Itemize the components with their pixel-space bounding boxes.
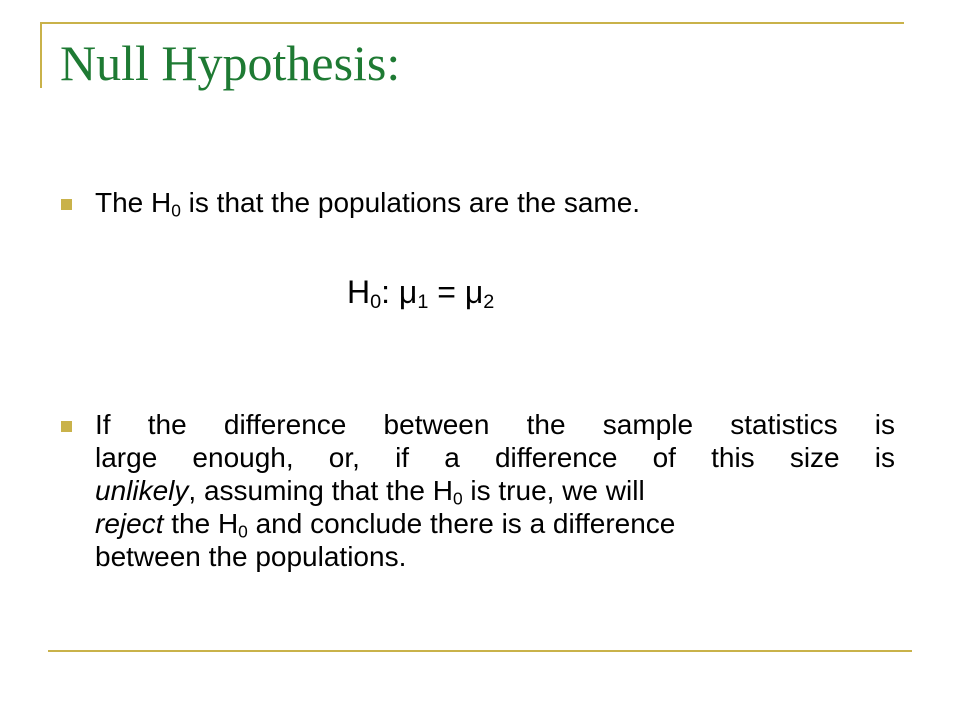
bullet-2-line-4-a: the H — [163, 508, 239, 539]
bullet-2-paragraph — [95, 408, 895, 573]
unlikely-emphasis: unlikely — [95, 475, 189, 506]
footer-rule — [48, 650, 912, 652]
formula-mu1: : μ — [381, 274, 418, 310]
bullet-2-line-3-b: is true, we will — [462, 475, 645, 506]
title-top-rule — [40, 22, 904, 24]
bullet-2-line-3-a: , assuming that the H — [188, 475, 453, 506]
bullet-square-icon — [61, 199, 72, 210]
formula-equals-mu2: = μ — [428, 274, 484, 310]
slide-title: Null Hypothesis: — [60, 35, 401, 91]
bullet-2-line-3 — [95, 474, 895, 507]
bullet-1-subscript: 0 — [171, 200, 181, 221]
bullet-2-line-1: If the difference between the sample statistics is — [95, 409, 895, 440]
bullet-1-post: is that the populations are the same. — [180, 187, 641, 218]
reject-emphasis: reject — [95, 508, 164, 539]
bullet-2-line-3-subscript: 0 — [452, 488, 463, 509]
formula-mu2-subscript: 2 — [483, 290, 495, 313]
bullet-2-line-4 — [95, 507, 895, 540]
formula-h-subscript: 0 — [370, 290, 382, 313]
bullet-2-line-2: large enough, or, if a difference of this size is — [95, 442, 895, 473]
bullet-2-line-4-subscript: 0 — [238, 521, 248, 542]
bullet-2-line-5: between the populations. — [95, 541, 407, 572]
bullet-2-line-4-b: and conclude there is a difference — [247, 508, 676, 539]
bullet-1-pre: The H — [95, 187, 172, 218]
bullet-1-text — [95, 186, 640, 219]
bullet-square-icon — [61, 421, 72, 432]
null-hypothesis-formula — [347, 272, 494, 312]
title-left-rule — [40, 22, 42, 88]
formula-mu1-subscript: 1 — [417, 290, 429, 313]
formula-h: H — [347, 274, 371, 310]
